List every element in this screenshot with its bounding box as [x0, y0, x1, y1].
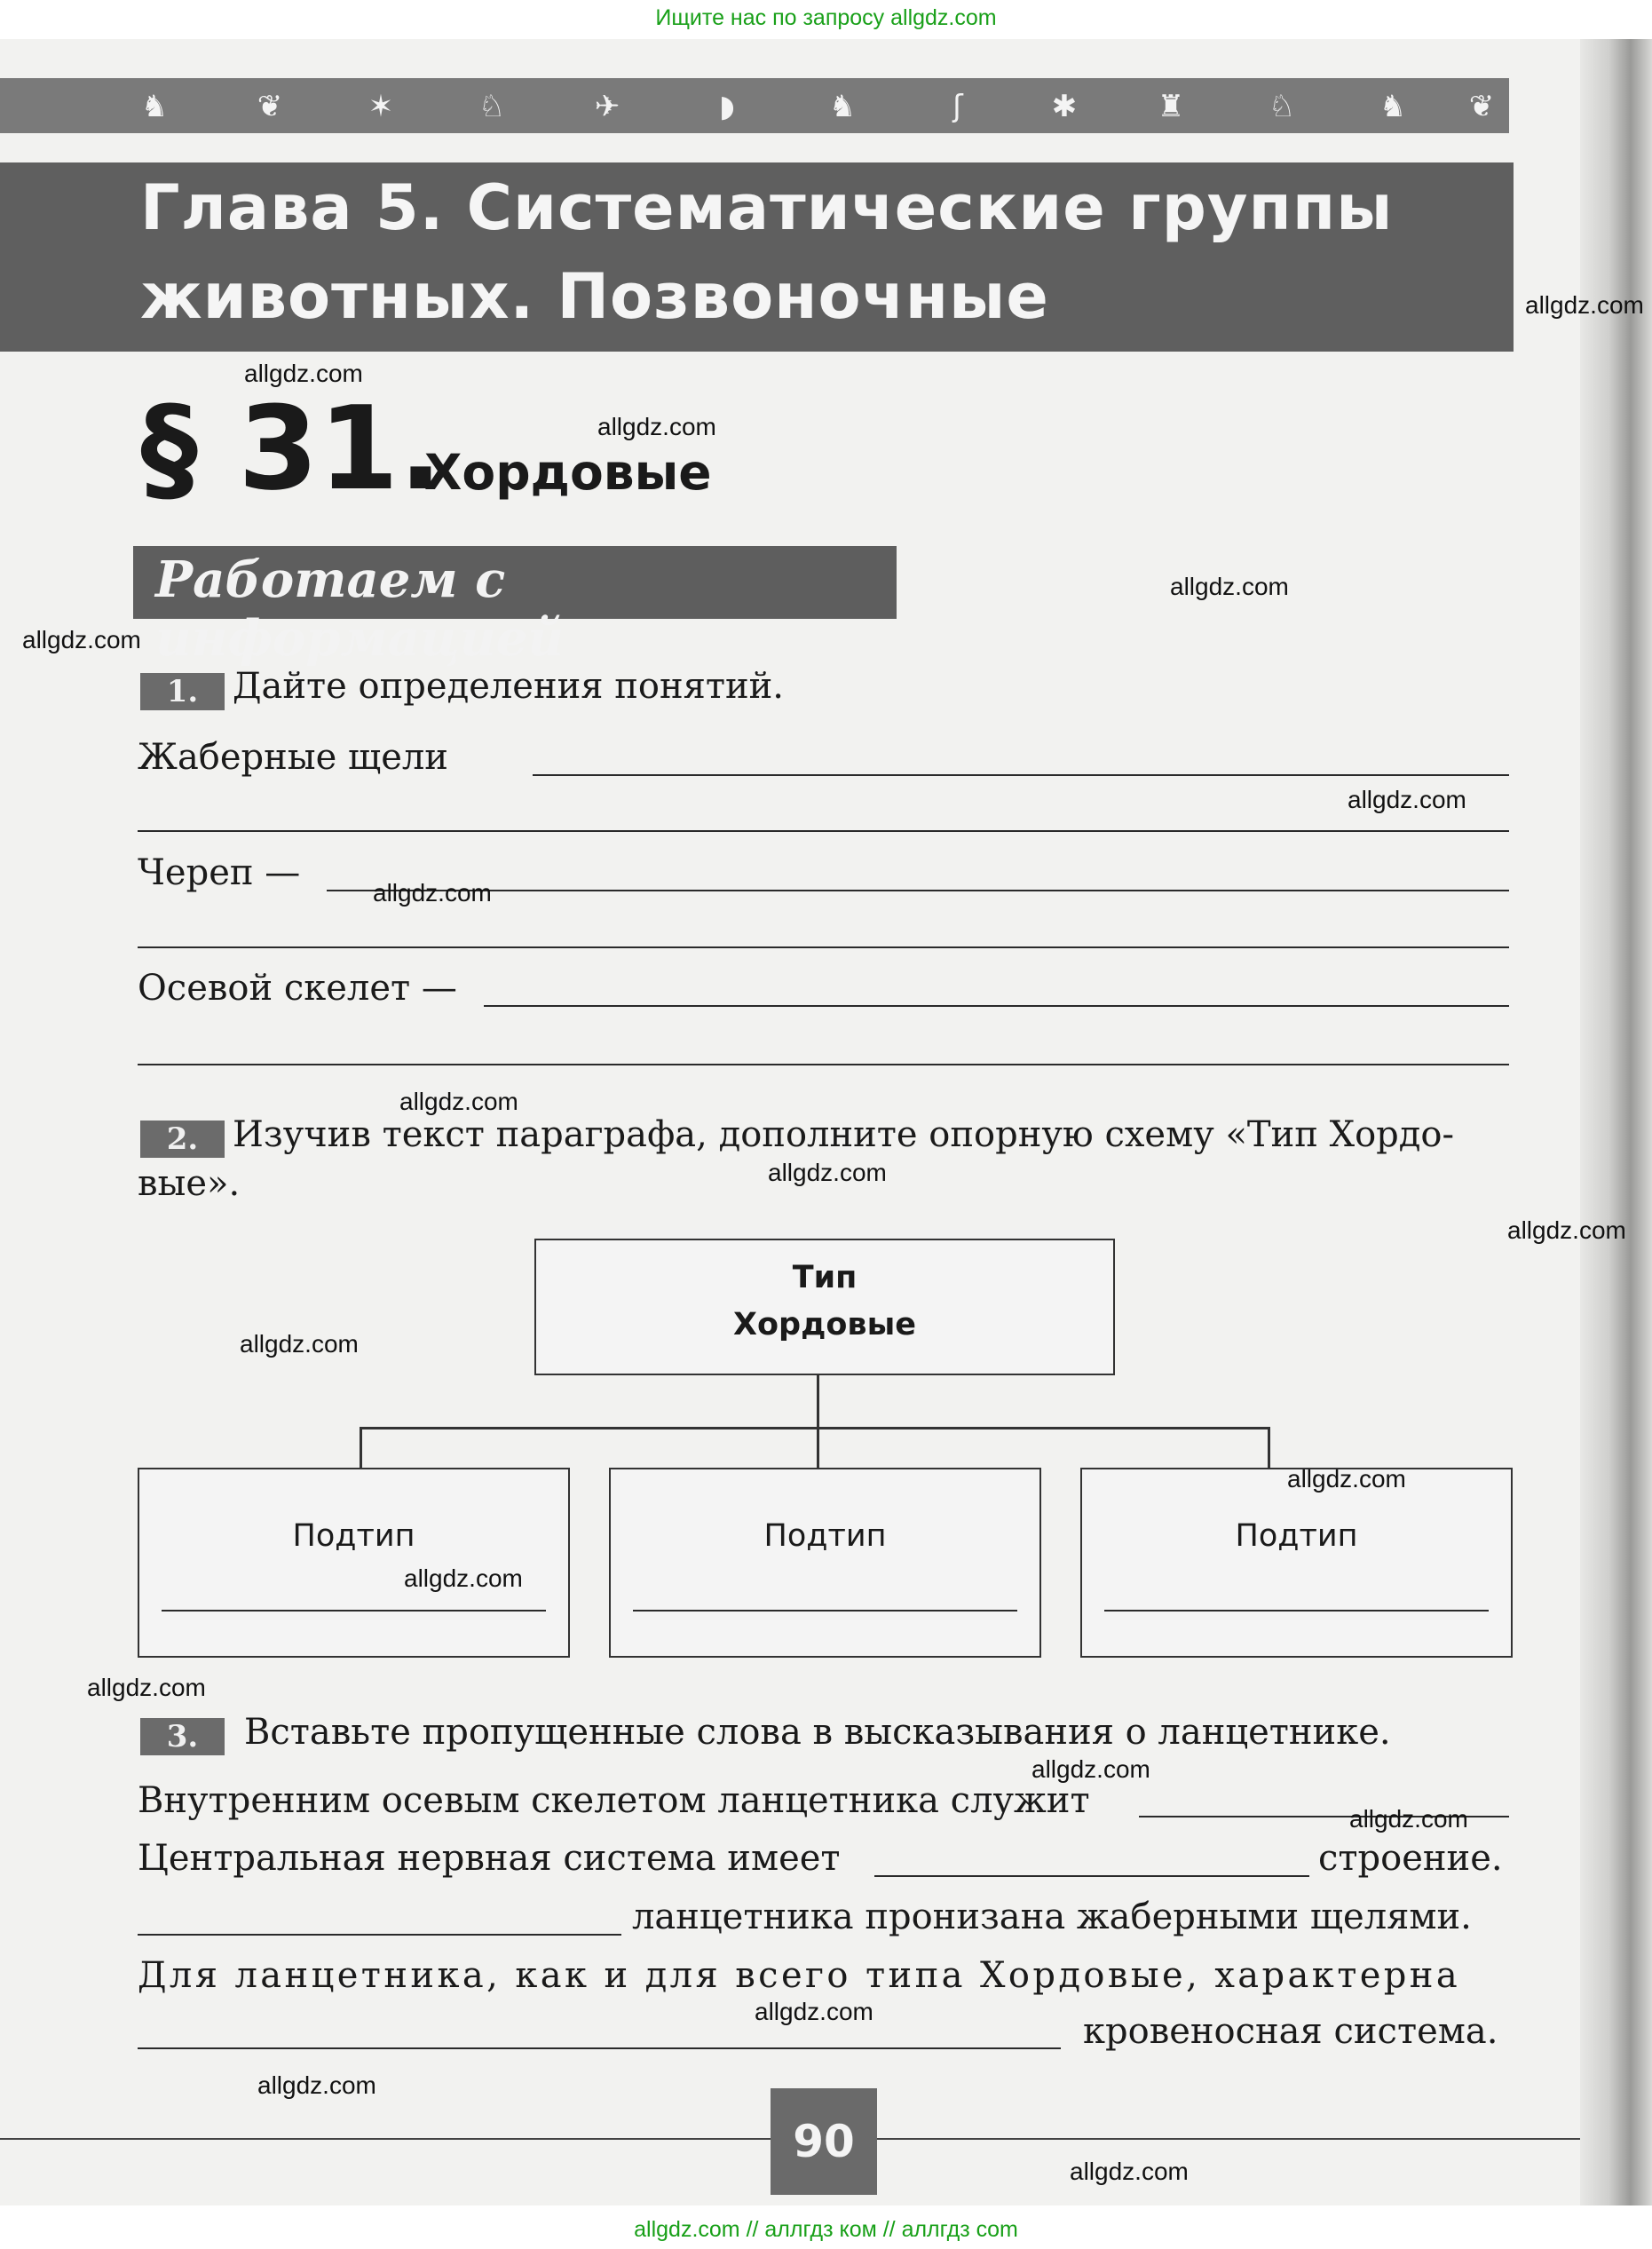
section-heading: Работаем с информацией [155, 550, 565, 668]
watermark: allgdz.com [87, 1674, 206, 1701]
answer-line[interactable] [138, 946, 1509, 948]
task3-sentence5: кровеносная система. [1083, 2011, 1498, 2052]
watermark: allgdz.com [257, 2071, 376, 2099]
horse-icon: ♘ [478, 89, 506, 124]
subtype-box [609, 1468, 1041, 1658]
task2-number: 2. [140, 1121, 225, 1158]
task1-text: Дайте определения понятий. [233, 666, 785, 707]
scheme-root-line1: Тип [792, 1260, 858, 1295]
answer-line[interactable] [484, 1005, 1509, 1007]
bottom-note: allgdz.com // аллгдз ком // аллгдз com [634, 2217, 1018, 2242]
top-search-note: Ищите нас по запросу allgdz.com [655, 5, 997, 30]
chapter-title-line1: Глава 5. Систематические группы [140, 171, 1394, 244]
task3-sentence1: Внутренним осевым скелетом ланцетника служит [138, 1780, 1090, 1821]
scheme-connector [817, 1374, 819, 1429]
paragraph-title: Хордовые [424, 444, 712, 501]
watermark: allgdz.com [240, 1330, 359, 1358]
scheme-connector [817, 1427, 819, 1469]
watermark: allgdz.com [597, 413, 716, 440]
scheme-connector [360, 1427, 1269, 1429]
answer-line[interactable] [633, 1610, 1017, 1612]
task3-sentence2b: строение. [1318, 1838, 1503, 1879]
task3-sentence4: Для ланцетника, как и для всего типа Хордовые, характерна [138, 1955, 1461, 1996]
subtype-box [138, 1468, 570, 1658]
butterfly-icon: ❦ [1468, 89, 1495, 124]
watermark: allgdz.com [1349, 1805, 1468, 1833]
watermark: allgdz.com [755, 1998, 873, 2025]
term-skull: Череп — [138, 852, 301, 893]
answer-line[interactable] [1104, 1610, 1489, 1612]
subtype-box [1080, 1468, 1513, 1658]
watermark: allgdz.com [399, 1088, 518, 1115]
answer-line[interactable] [874, 1875, 1309, 1877]
watermark: allgdz.com [1032, 1755, 1150, 1783]
heron-icon: ʃ [952, 89, 963, 124]
deer-icon: ♞ [1379, 89, 1407, 124]
watermark: allgdz.com [244, 360, 363, 387]
paragraph-number: § 31. [140, 381, 443, 516]
term-axial-skeleton: Осевой скелет — [138, 968, 457, 1009]
subtype-label: Подтип [1235, 1518, 1358, 1554]
dog-icon: ♘ [1268, 89, 1296, 124]
task2-text-line2: вые». [138, 1163, 241, 1204]
answer-line[interactable] [327, 890, 1509, 891]
watermark: allgdz.com [1287, 1465, 1406, 1493]
watermark: allgdz.com [1525, 291, 1644, 319]
subtype-label: Подтип [763, 1518, 887, 1554]
butterfly-icon: ❦ [257, 89, 283, 124]
watermark: allgdz.com [404, 1564, 523, 1592]
watermark: allgdz.com [1348, 786, 1466, 813]
watermark: allgdz.com [22, 626, 141, 653]
subtype-label: Подтип [292, 1518, 415, 1554]
scheme-root-line2: Хордовые [733, 1307, 916, 1342]
answer-line[interactable] [138, 2047, 1061, 2049]
watermark: allgdz.com [373, 879, 492, 907]
boar-icon: ♜ [1157, 89, 1185, 124]
page-number: 90 [771, 2088, 877, 2195]
answer-line[interactable] [138, 830, 1509, 832]
page-spine [1580, 39, 1652, 2205]
scorpion-icon: ✶ [368, 89, 394, 124]
answer-line[interactable] [138, 1934, 621, 1936]
bird-icon: ✈ [594, 89, 620, 124]
task3-number: 3. [140, 1718, 225, 1755]
chapter-title-line2: животных. Позвоночные [140, 260, 1049, 333]
scheme-connector [360, 1427, 362, 1469]
section-heading-banner [133, 546, 897, 668]
watermark: allgdz.com [1070, 2158, 1189, 2185]
task3-text: Вставьте пропущенные слова в высказывания о ланцетнике. [244, 1712, 1391, 1753]
watermark: allgdz.com [1170, 573, 1289, 600]
task3-sentence2a: Центральная нервная система имеет [138, 1838, 841, 1879]
task1-number: 1. [140, 673, 225, 710]
bison-icon: ♞ [140, 89, 169, 124]
scheme-connector [1268, 1427, 1270, 1469]
answer-line[interactable] [138, 1064, 1509, 1065]
watermark: allgdz.com [768, 1159, 887, 1186]
answer-line[interactable] [162, 1610, 546, 1612]
chapter-header [0, 162, 1514, 352]
moose-icon: ♞ [828, 89, 857, 124]
task3-sentence3: ланцетника пронизана жаберными щелями. [632, 1897, 1472, 1937]
answer-line[interactable] [533, 774, 1509, 776]
watermark: allgdz.com [1507, 1216, 1626, 1244]
fish-icon: ◗ [719, 89, 735, 124]
task2-text-line1: Изучив текст параграфа, дополните опорную схему «Тип Хордо- [233, 1114, 1455, 1155]
insect-icon: ✱ [1051, 89, 1078, 124]
term-gill-slits: Жаберные щели [138, 737, 448, 778]
scheme-root-box [534, 1239, 1115, 1375]
